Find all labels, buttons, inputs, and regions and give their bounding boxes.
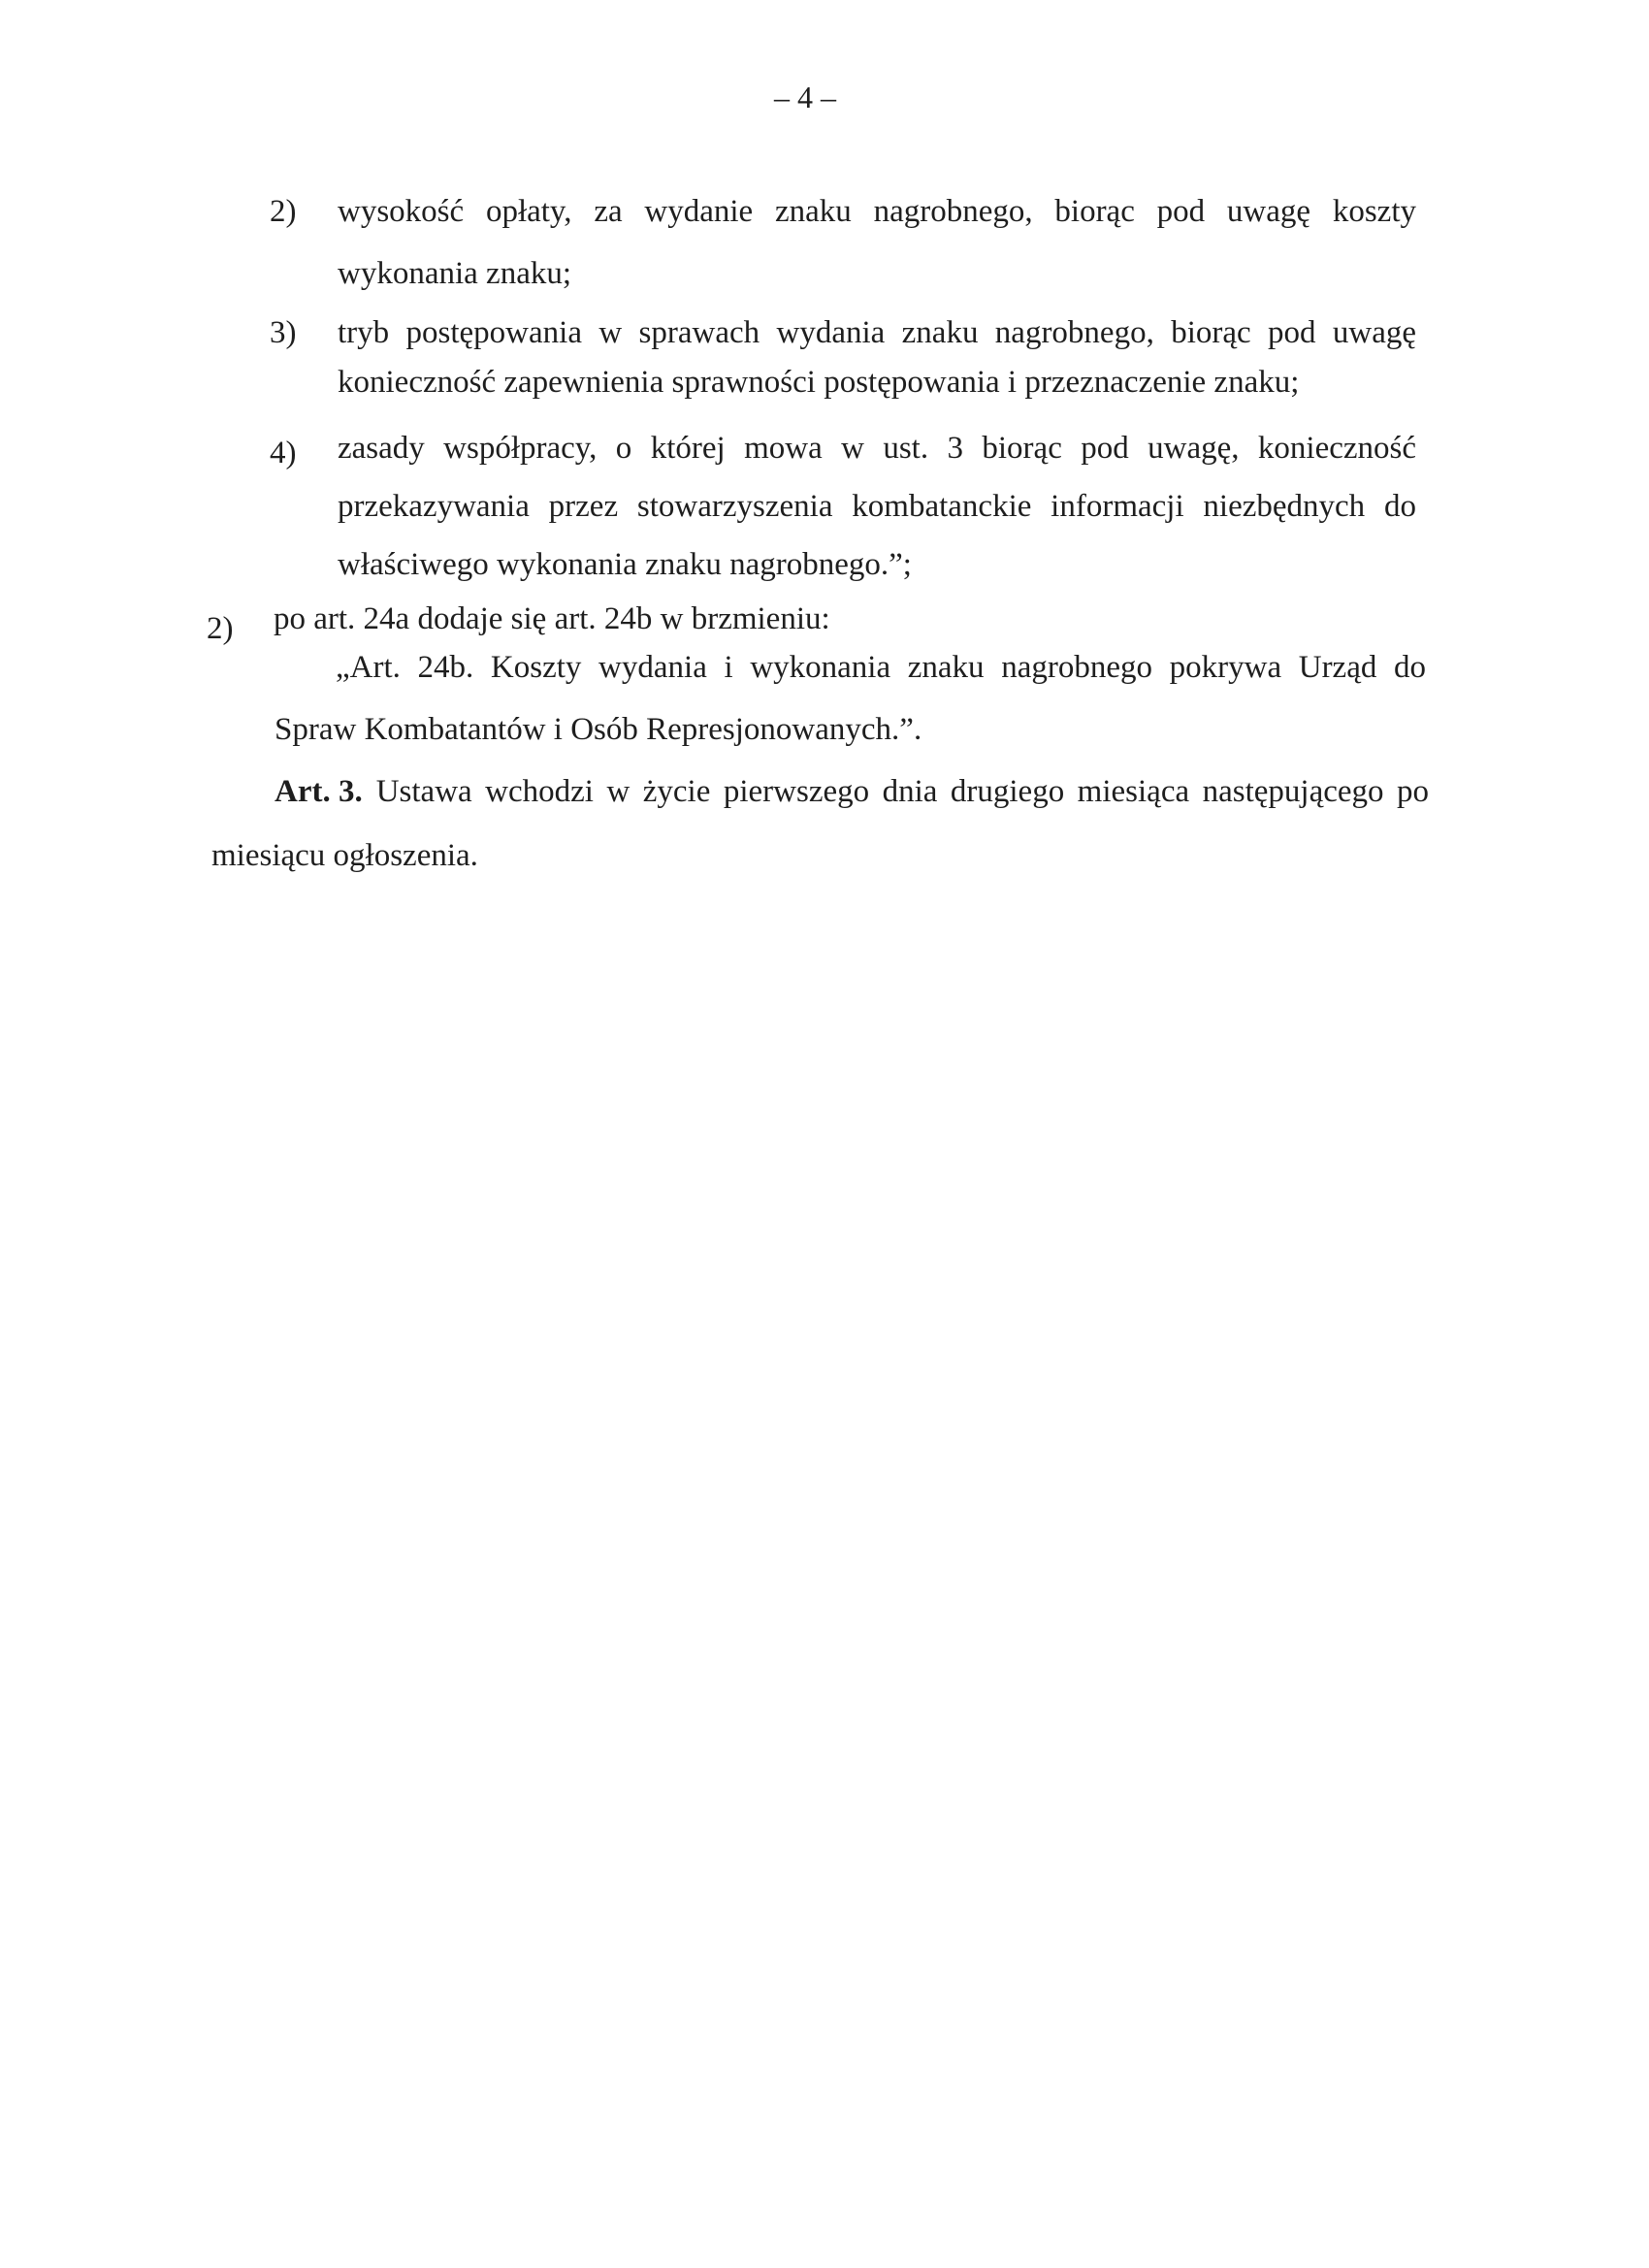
point-number: 2)	[207, 611, 234, 646]
page-number: – 4 –	[774, 80, 836, 114]
article-text: miesiącu ogłoszenia.	[211, 838, 478, 873]
list-item-text: wysokość opłaty, za wydanie znaku nagrobnego, biorąc pod uwagę koszty	[338, 194, 1416, 229]
list-item-number: 4)	[270, 436, 297, 470]
list-item-text: wykonania znaku;	[338, 256, 572, 291]
quoted-article-text: „Art. 24b. Koszty wydania i wykonania znaku nagrobnego pokrywa Urząd do	[336, 650, 1426, 685]
list-item-number: 2)	[270, 194, 297, 229]
article-label: Art. 3.	[275, 774, 363, 809]
quoted-article-text: Spraw Kombatantów i Osób Represjonowanych.”.	[275, 712, 922, 747]
point-text: po art. 24a dodaje się art. 24b w brzmieniu:	[274, 601, 830, 636]
list-item-number: 3)	[270, 315, 297, 350]
list-item-text: właściwego wykonania znaku nagrobnego.”;	[338, 547, 912, 582]
list-item-text: tryb postępowania w sprawach wydania znaku nagrobnego, biorąc pod uwagę	[338, 315, 1416, 350]
article-text: Ustawa wchodzi w życie pierwszego dnia drugiego miesiąca następującego po	[375, 774, 1429, 809]
list-item-text: przekazywania przez stowarzyszenia kombatanckie informacji niezbędnych do	[338, 489, 1416, 524]
list-item-text: zasady współpracy, o której mowa w ust. 3 biorąc pod uwagę, konieczność	[338, 431, 1416, 466]
article-3-line	[275, 772, 1429, 811]
list-item-text: konieczność zapewnienia sprawności postępowania i przeznaczenie znaku;	[338, 365, 1300, 400]
